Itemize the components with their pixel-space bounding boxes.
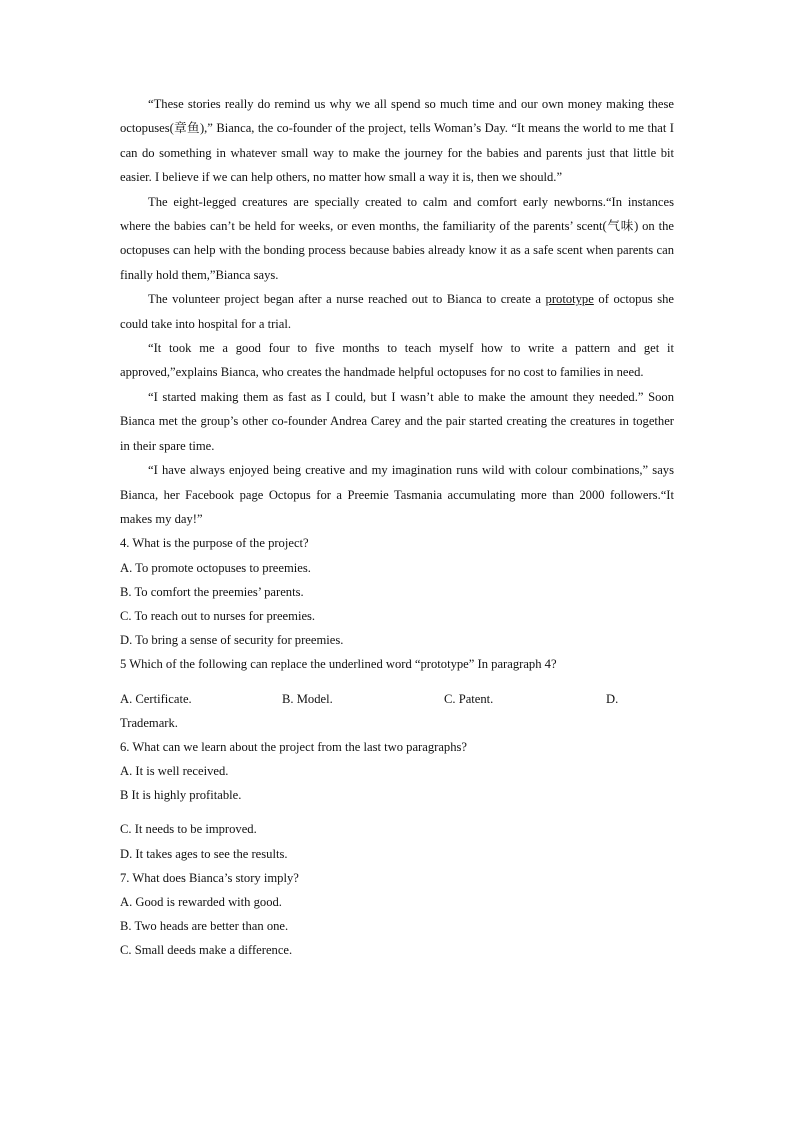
question-5-option-d-continued: Trademark. — [120, 715, 178, 730]
question-4-option-b: B. To comfort the preemies’ parents. — [120, 584, 304, 599]
spacer — [120, 807, 674, 817]
question-7-option-a: A. Good is rewarded with good. — [120, 894, 282, 909]
paragraph-2: The eight-legged creatures are specially created to calm and comfort early newborns.“In instances where the babies can’t be held for weeks, or even months, the familiarity of the parents’ scent(气味) on the octopuses can help with the bonding process because babies already know it as a safe scent when parents can finally hold them,”Bianca says. — [120, 194, 674, 282]
question-6-option-a: A. It is well received. — [120, 763, 229, 778]
question-4-option-d: D. To bring a sense of security for preemies. — [120, 633, 344, 648]
underlined-word-prototype: prototype — [545, 292, 594, 307]
question-6 — [120, 735, 674, 866]
question-6-option-c: C. It needs to be improved. — [120, 822, 257, 837]
question-5-option-a: A. Certificate. — [120, 691, 192, 706]
document-page — [120, 92, 674, 963]
paragraph-3-text-before: The volunteer project began after a nurse reached out to Bianca to create a — [148, 292, 546, 307]
question-5 — [120, 652, 674, 734]
paragraph-1: “These stories really do remind us why we all spend so much time and our own money making these octopuses(章鱼),” Bianca, the co-founder of the project, tells Woman’s Day. “It means the world to me that I can do something in whatever small way to make the journey for the babies and parents just that little bit easier. I believe if we can help others, no matter how small a way it is, then we should.” — [120, 97, 674, 185]
paragraph-6: “I have always enjoyed being creative and my imagination runs wild with colour combinations,” says Bianca, her Facebook page Octopus for a Preemie Tasmania accumulating more than 2000 followers.“It makes my day!” — [120, 463, 674, 526]
question-4 — [120, 531, 674, 652]
paragraph-4: “It took me a good four to five months to teach myself how to write a pattern and get it approved,”explains Bianca, who creates the handmade helpful octopuses for no cost to families in need. — [120, 341, 674, 380]
question-5-stem: 5 Which of the following can replace the underlined word “prototype” In paragraph 4? — [120, 657, 557, 672]
question-5-option-d: D. — [606, 691, 619, 706]
question-7-stem: 7. What does Bianca’s story imply? — [120, 870, 299, 885]
question-5-options-row — [120, 687, 674, 711]
paragraph-3-text-after: of octopus she could take into hospital for a trial. — [120, 292, 674, 331]
question-4-stem: 4. What is the purpose of the project? — [120, 536, 309, 551]
question-6-stem: 6. What can we learn about the project from the last two paragraphs? — [120, 739, 468, 754]
question-6-option-d: D. It takes ages to see the results. — [120, 846, 288, 861]
question-7-option-b: B. Two heads are better than one. — [120, 919, 289, 934]
question-4-option-a: A. To promote octopuses to preemies. — [120, 560, 311, 575]
question-6-option-b: B It is highly profitable. — [120, 788, 242, 803]
question-5-option-c: C. Patent. — [444, 691, 494, 706]
question-4-option-c: C. To reach out to nurses for preemies. — [120, 608, 316, 623]
question-5-option-b: B. Model. — [282, 691, 333, 706]
question-7-option-c: C. Small deeds make a difference. — [120, 943, 293, 958]
paragraph-3 — [120, 287, 674, 336]
question-7 — [120, 866, 674, 963]
paragraph-5: “I started making them as fast as I could, but I wasn’t able to make the amount they needed.” Soon Bianca met the group’s other co-founder Andrea Carey and the pair started creating the creatures in together in their spare time. — [120, 389, 674, 453]
